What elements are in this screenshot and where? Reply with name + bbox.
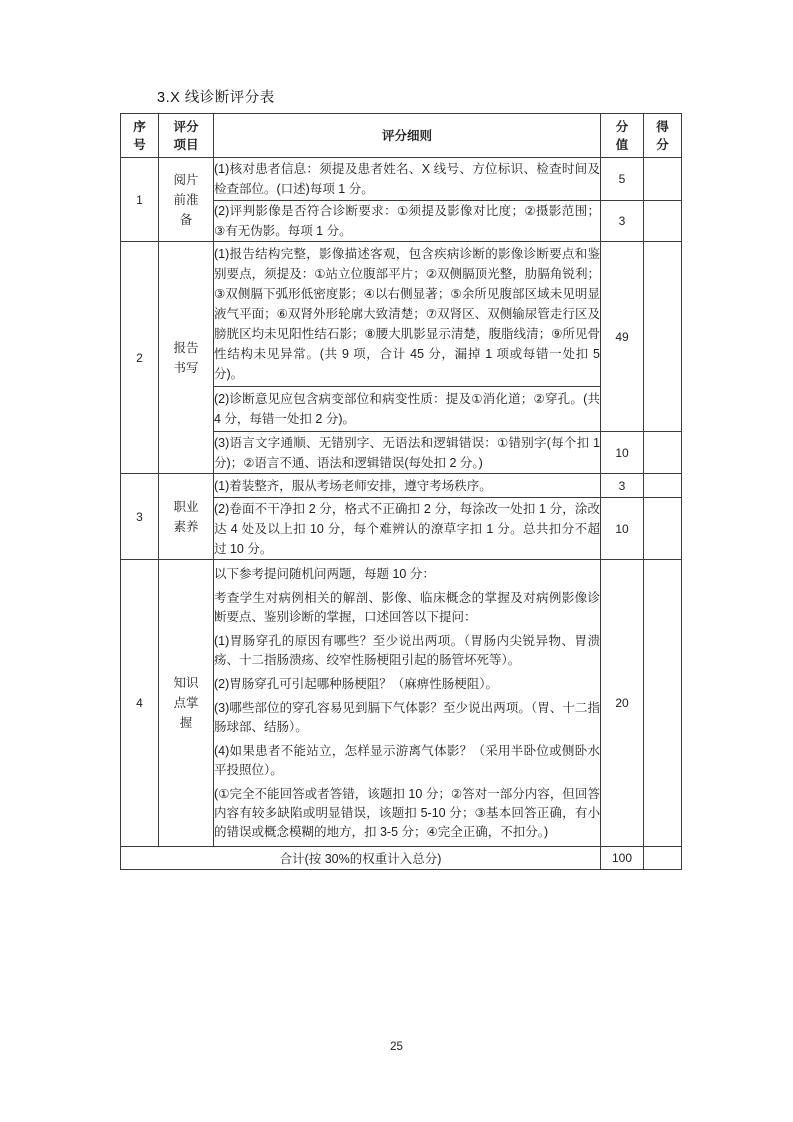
detail-cell: (1)核对患者信息：须提及患者姓名、X 线号、方位标识、检查时间及检查部位。(口述)每项 1 分。 (214, 158, 601, 201)
total-score-earned (644, 847, 682, 870)
page-number: 25 (390, 1041, 403, 1053)
score-earned-cell (644, 498, 682, 560)
detail-paragraph: 以下参考提问随机问两题，每题 10 分： (214, 567, 435, 581)
score-earned-cell (644, 560, 682, 847)
header-value-label: 分值 (615, 119, 629, 152)
category-cell (159, 158, 214, 242)
header-category (159, 114, 214, 158)
detail-paragraph: 考查学生对病例相关的解剖、影像、临床概念的掌握及对病例影像诊断要点、鉴别诊断的掌握，口述回答以下提问： (214, 591, 600, 624)
score-earned-cell (644, 158, 682, 201)
header-detail: 评分细则 (214, 114, 601, 158)
score-value-cell: 10 (601, 498, 644, 560)
detail-cell: (1)着装整齐，服从考场老师安排，遵守考场秩序。 (214, 474, 601, 498)
category-label: 职业素养 (173, 499, 199, 534)
table-row (121, 474, 682, 498)
table-row (121, 242, 682, 387)
total-score-value: 100 (601, 847, 644, 870)
score-earned-cell (644, 474, 682, 498)
category-label: 报告书写 (173, 340, 199, 375)
score-value-cell: 3 (601, 474, 644, 498)
detail-paragraph: (2)胃肠穿孔可引起哪种肠梗阻？（麻痹性肠梗阻）。 (214, 677, 499, 691)
header-value (601, 114, 644, 158)
header-row (121, 114, 682, 158)
category-cell (159, 560, 214, 847)
row-number: 2 (121, 242, 159, 474)
detail-paragraph: (1)胃肠穿孔的原因有哪些？至少说出两项。（胃肠内尖锐异物、胃溃疡、十二指肠溃疡、绞窄性肠梗阻引起的肠管坏死等）。 (214, 634, 600, 667)
header-no (121, 114, 159, 158)
score-earned-cell (644, 242, 682, 432)
category-label: 阅片前准备 (173, 172, 199, 227)
score-earned-cell (644, 201, 682, 242)
detail-cell: (1)报告结构完整，影像描述客观，包含疾病诊断的影像诊断要点和鉴别要点，须提及：①站立位腹部平片；②双侧膈顶光整，肋膈角锐利；③双侧膈下弧形低密度影；④以右侧显著；⑤余所见腹部区域未见明显液气平面；⑥双肾外形轮廓大致清楚；⑦双肾区、双侧输尿管走行区及膀胱区均未见阳性结石影；⑧腰大肌影显示清楚，腹脂线清；⑨所见骨性结构未见异常。(共 9 项，合计 45 分，漏掉 1 项或每错一处扣 5 分)。 (214, 242, 601, 387)
detail-cell: (3)语言文字通顺、无错别字、无语法和逻辑错误：①错别字(每个扣 1 分)；②语言不通、语法和逻辑错误(每处扣 2 分。) (214, 432, 601, 474)
detail-cell: (2)评判影像是否符合诊断要求：①须提及影像对比度；②摄影范围；③有无伪影。每项 1 分。 (214, 201, 601, 242)
table-row (121, 560, 682, 847)
total-row (121, 847, 682, 870)
score-value-cell: 5 (601, 158, 644, 201)
category-label: 知识点掌握 (173, 676, 199, 730)
row-number: 3 (121, 474, 159, 560)
detail-cell: (2)诊断意见应包含病变部位和病变性质：提及①消化道；②穿孔。(共 4 分，每错一处扣 2 分)。 (214, 387, 601, 432)
detail-paragraph: (3)哪些部位的穿孔容易见到膈下气体影？至少说出两项。（胃、十二指肠球部、结肠）。 (214, 701, 600, 734)
scoring-table (120, 113, 682, 870)
score-value-cell: 49 (601, 242, 644, 432)
document-body (120, 90, 681, 870)
score-value-cell: 3 (601, 201, 644, 242)
score-value-cell: 20 (601, 560, 644, 847)
header-earned (644, 114, 682, 158)
category-cell (159, 474, 214, 560)
total-row-label: 合计(按 30%的权重计入总分) (121, 847, 601, 870)
row-number: 4 (121, 560, 159, 847)
category-cell (159, 242, 214, 474)
page-title: 3.X 线诊断评分表 (157, 90, 275, 106)
score-value-cell: 10 (601, 432, 644, 474)
detail-paragraph: (4)如果患者不能站立，怎样显示游离气体影？（采用半卧位或侧卧水平投照位）。 (214, 744, 600, 777)
row-number: 1 (121, 158, 159, 242)
detail-cell (214, 560, 601, 847)
header-no-label: 序号 (133, 119, 146, 152)
header-earned-label: 得分 (656, 119, 669, 152)
score-earned-cell (644, 432, 682, 474)
detail-paragraph: (①完全不能回答或者答错，该题扣 10 分；②答对一部分内容，但回答内容有较多缺陷或明显错误，该题扣 5-10 分；③基本回答正确，有小的错误或概念模糊的地方，扣 3-5 分；④完全正确，不扣分。) (214, 787, 600, 839)
detail-cell: (2)卷面不干净扣 2 分，格式不正确扣 2 分，每涂改一处扣 1 分，涂改达 4 处及以上扣 10 分，每个难辨认的潦草字扣 1 分。总共扣分不超过 10 分。 (214, 498, 601, 560)
header-category-label: 评分项目 (173, 119, 199, 152)
table-row (121, 158, 682, 201)
